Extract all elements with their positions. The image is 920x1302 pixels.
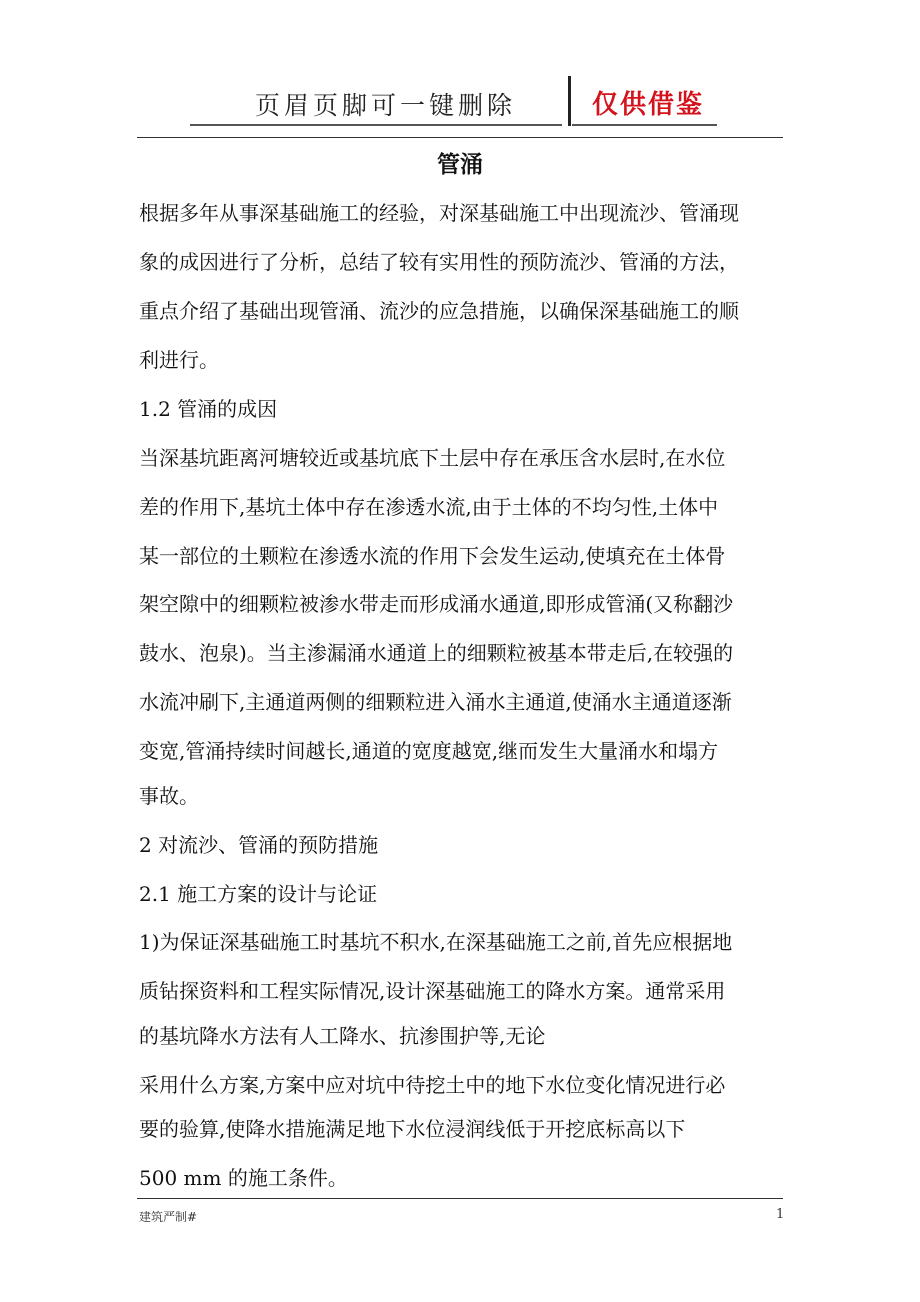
- body-line: 当深基坑距离河塘较近或基坑底下土层中存在承压含水层时,在水位: [139, 446, 726, 470]
- header-stamp-underline: [572, 124, 717, 126]
- body-line: 1)为保证深基础施工时基坑不积水,在深基础施工之前,首先应根据地: [139, 930, 733, 954]
- body-line: 利进行。: [139, 348, 219, 372]
- footer-text: 建筑严制#: [139, 1210, 198, 1224]
- page-number: 1: [776, 1207, 785, 1222]
- header-stamp-text: 仅供借鉴: [592, 90, 705, 120]
- body-line: 水流冲刷下,主通道两侧的细颗粒进入涌水主通道,使涌水主通道逐渐: [139, 690, 732, 714]
- body-line: 要的验算,使降水措施满足地下水位浸润线低于开挖底标高以下: [139, 1117, 686, 1141]
- body-line: 某一部位的土颗粒在渗透水流的作用下会发生运动,使填充在土体骨: [139, 544, 726, 568]
- section-heading: 2 对流沙、管涌的预防措施: [139, 833, 379, 857]
- header-text: 页眉页脚可一键删除: [255, 91, 517, 120]
- section-heading: 2.1 施工方案的设计与论证: [139, 882, 378, 906]
- body-line: 架空隙中的细颗粒被渗水带走而形成涌水通道,即形成管涌(又称翻沙: [139, 592, 734, 616]
- body-line: 根据多年从事深基础施工的经验，对深基础施工中出现流沙、管涌现: [139, 201, 739, 225]
- section-heading: 1.2 管涌的成因: [139, 397, 278, 421]
- body-line: 重点介绍了基础出现管涌、流沙的应急措施，以确保深基础施工的顺: [139, 299, 739, 323]
- body-line: 差的作用下,基坑土体中存在渗透水流,由于土体的不均匀性,土体中: [139, 495, 719, 519]
- body-line: 质钻探资料和工程实际情况,设计深基础施工的降水方案。通常采用: [139, 979, 726, 1003]
- footer-rule: [137, 1198, 783, 1199]
- header-rule: [137, 137, 783, 138]
- document-title: 管涌: [437, 151, 483, 178]
- body-line: 采用什么方案,方案中应对坑中待挖土中的地下水位变化情况进行必: [139, 1073, 726, 1097]
- body-line: 变宽,管涌持续时间越长,通道的宽度越宽,继而发生大量涌水和塌方: [139, 739, 719, 763]
- body-line: 事故。: [139, 784, 199, 808]
- header-underline: [190, 124, 562, 126]
- body-line: 500 mm 的施工条件。: [139, 1166, 348, 1190]
- body-line: 鼓水、泡泉)。当主渗漏涌水通道上的细颗粒被基本带走后,在较强的: [139, 641, 734, 665]
- body-line: 象的成因进行了分析，总结了较有实用性的预防流沙、管涌的方法，: [139, 250, 739, 274]
- header-divider: [568, 76, 571, 126]
- body-line: 的基坑降水方法有人工降水、抗渗围护等,无论: [139, 1024, 546, 1048]
